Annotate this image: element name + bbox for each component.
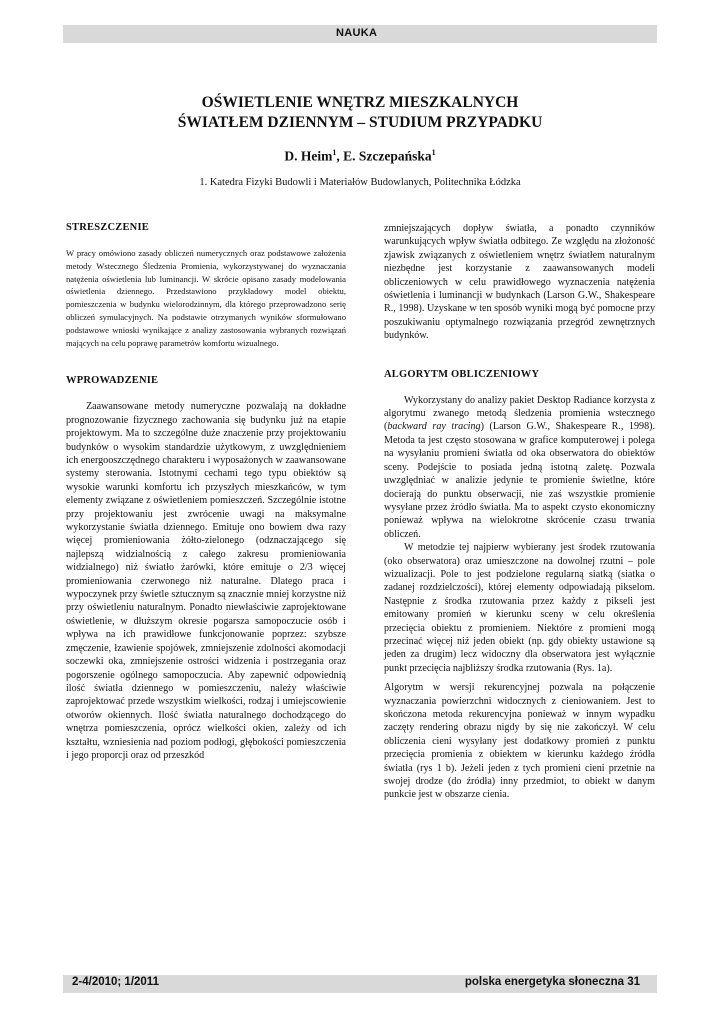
spacer: [384, 343, 655, 369]
journal-and-page: polska energetyka słoneczna 31: [464, 976, 640, 988]
title-line-2: ŚWIATŁEM DZIENNYM – STUDIUM PRZYPADKU: [177, 114, 543, 131]
author-1-affil: 1: [332, 148, 337, 157]
spacer: [66, 349, 346, 375]
title-line-1: OŚWIETLENIE WNĘTRZ MIESZKALNYCH: [201, 94, 519, 111]
algorithm-p1-start: Wykorzystany do analizy pakiet Desktop Radiance korzysta z algorytmu zwanego metodą śledzenia promienia wstecznego (: [384, 394, 655, 433]
algorithm-p1-term: backward ray tracing: [387, 421, 481, 433]
author-1: D. Heim: [284, 148, 333, 164]
abstract-text: W pracy omówiono zasady obliczeń numerycznych oraz podstawowe założenia metody Wstecznego Śledzenia Promienia, wykorzystywanej do wyznaczania natężenia oświetlenia lub luminancji. W skrócie opisano zasady modelowania oświetlenia dziennego. Przedstawiono przykładowy model obiektu, pomieszczenia w budynku wielorodzinnym, dla którego przeprowadzono serię obliczeń symulacyjnych. Na podstawie otrzymanych wyników sformułowano podstawowe wnioski wynikające z analizy zastosowania wybranych rozwiązań mających na celu poprawę parametrów komfortu wizualnego.: [66, 248, 346, 348]
issue-number: 2-4/2010; 1/2011: [72, 976, 159, 988]
intro-continuation: zmniejszających dopływ światła, a ponadto czynników warunkujących wpływ światła odbitego. Ze względu na złożoność zjawisk związanych z oświetleniem wnętrz światłem naturalnym niezbędne jest korzystanie z zaawansowanych modeli obliczeniowych w celu prawidłowego wyznaczenia natężenia oświetlenia i luminancji w budynkach (Larson G.W., Shakespeare R., 1998). Uzyskane w ten sposób wyniki mogą być pomocne przy poszukiwaniu optymalnego rozwiązania przegród zewnętrznych budynków.: [384, 223, 655, 342]
algorithm-heading: ALGORYTM OBLICZENIOWY: [384, 368, 540, 380]
author-2-affil: 1: [431, 148, 436, 157]
algorithm-paragraph-3: Algorytm w wersji rekurencyjnej pozwala na połączenie wyznaczania powierzchni widocznych z cieniowaniem. Jest to skończona metoda rekurencyjna ponieważ w innym wypadku zaczęty rendering obrazu nigdy by się nie zakończył. W celu obliczenia cieni wysyłany jest dodatkowy promień z punktu przecięcia promienia z obiektem w kierunku każdego źródła światła (rys 1 b). Jeżeli jeden z tych promieni cieni przetnie na swojej drodze (do źródła) inny przedmiot, to obiekt w danym punkcie jest w obszarze cienia.: [384, 682, 655, 801]
abstract-heading: STRESZCZENIE: [66, 222, 149, 233]
affiliation: 1. Katedra Fizyki Budowli i Materiałów Budowlanych, Politechnika Łódzka: [199, 177, 521, 188]
author-separator: ,: [336, 148, 344, 164]
algorithm-paragraph-1: [384, 394, 655, 541]
right-column: [384, 222, 655, 802]
algorithm-paragraph-2: W metodzie tej najpierw wybierany jest środek rzutowania (oko obserwatora) oraz umieszczone na dowolnej rzutni – pole wizualizacji. Pole to jest podzielone regularną siatką (siatka o zadanej rozdzielczości), której elementy odpowiadają pikselom. Następnie z środka rzutowania przez każdy z pikseli jest emitowany promień w kierunku sceny w celu określenia przecięcia obiektu z promieniem. Niektóre z promieni mogą przecinać więcej niż jeden obiekt (np. gdy obiekty ustawione są jeden za drugim) lecz widoczny dla obserwatora jest wyłącznie punkt przecięcia najbliższy środka rzutowania (Rys. 1a).: [384, 542, 655, 674]
intro-heading: WPROWADZENIE: [66, 375, 159, 387]
author-2: E. Szczepańska: [343, 148, 432, 164]
intro-paragraph: Zaawansowane metody numeryczne pozwalają na dokładne prognozowanie fizycznego zachowania się budynku już na etapie projektowym. Ma to szczególne duże znaczenie przy projektowaniu budynków o wysokim standardzie użytkowym, z uwzględnieniem ich energooszczędnego charakteru i wyposażonych w zaawansowane systemy sterowania. Istotnymi cechami tego typu obiektów są wysokie warunki komfortu ich przyszłych mieszkańców, w tym elementy związane z oświetleniem pomieszczeń. Szczególnie istotne przy projektowaniu jest zwrócenie uwagi na maksymalne wykorzystanie światła dziennego. Emituje ono bowiem dwa razy więcej promieniowania żółto-zielonego (odznaczającego się najlepszą widzialnością z całego zakresu promieniowania widzialnego) niż światło żarówki, które emituje o 2/3 więcej promieniowania czerwonego niż naturalne. Dlatego praca i wypoczynek przy świetle sztucznym są znacznie mniej korzystne niż przy oświetleniu naturalnym. Ponadto niewłaściwie zaprojektowane oświetlenie, w dłuższym okresie pogarsza samopoczucie osób i wpływa na ich prawidłowe funkcjonowanie poprzez: szybsze zmęczenie, łzawienie spojówek, zmniejszenie zdolności akomodacji soczewki oka, zmniejszenie ostrości widzenia i postrzegania oraz pogorszenie ogólnego samopoczucia. Aby zapewnić odpowiednią ilość światła dziennego w pomieszczeniu, należy właściwie zaprojektować przede wszystkim wielkości, rodzaj i umiejscowienie otworów okiennych. Ilość światła naturalnego dochodzącego do wnętrza pomieszczenia, oprócz wielkości okien, zależy od ich kształtu, wzniesienia nad poziom podłogi, głębokości pomieszczenia i jego proporcji oraz od przeszkód: [66, 401, 346, 761]
left-column: [66, 222, 346, 762]
algorithm-p1-end: ) (Larson G.W., Shakespeare R., 1998). Metoda ta jest często stosowana w grafice komputerowej i polega na wysyłaniu promieni światła od oka obserwatora do obiektów sceny. Podejście to posiada jedną istotną zaletę. Pozwala uwzględniać w analizie jedynie te promienie świetlne, które docierają do punktu obserwacji, nie zaś wszystkie promienie wysyłane przez źródło światła. Ma to aspekt czysto ekonomiczny ponieważ wpływa na wielokrotne skrócenie czasu trwania obliczeń.: [384, 421, 656, 540]
authors: [63, 148, 657, 165]
section-label: NAUKA: [336, 27, 378, 39]
paper-title: [63, 93, 657, 133]
